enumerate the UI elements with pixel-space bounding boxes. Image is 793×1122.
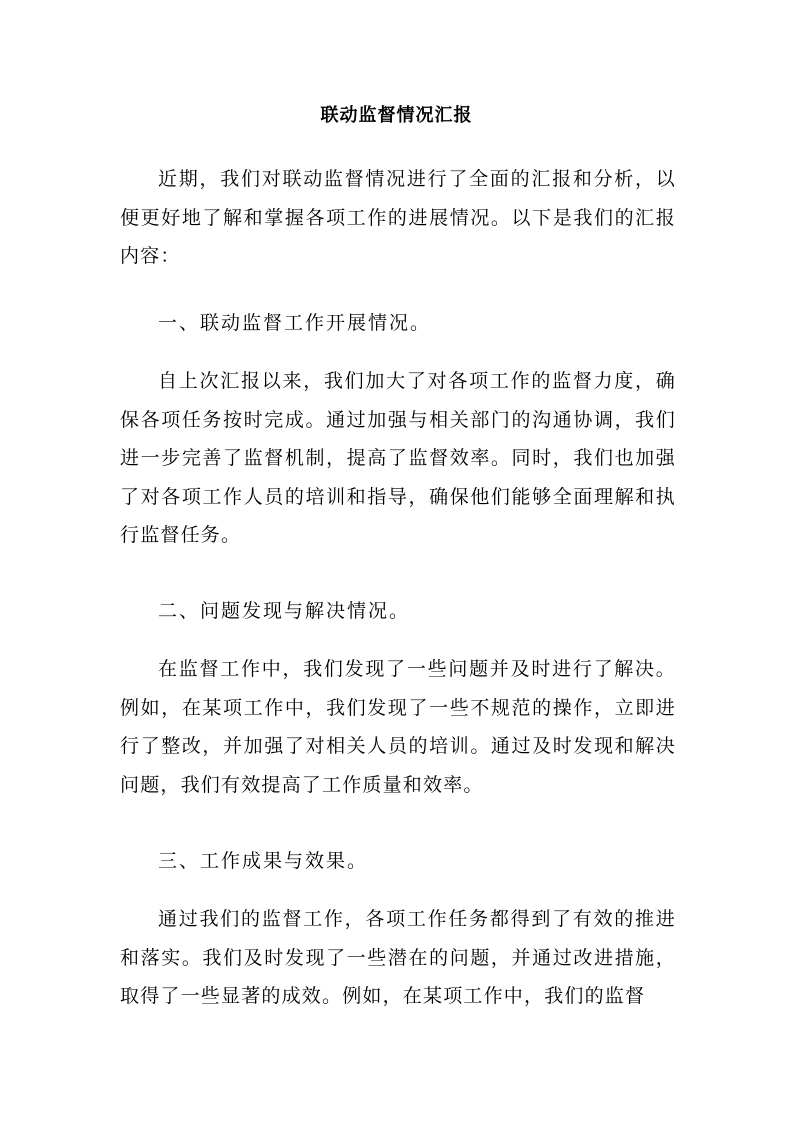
section-heading-2: 二、问题发现与解决情况。 xyxy=(158,600,411,622)
section-body-1: 自上次汇报以来，我们加大了对各项工作的监督力度，确保各项任务按时完成。通过加强与相关部门的沟通协调，我们进一步完善了监督机制，提高了监督效率。同时，我们也加强了对各项工作人员的培训和指导，确保他们能够全面理解和执行监督任务。 xyxy=(120,370,676,546)
intro-paragraph: 近期，我们对联动监督情况进行了全面的汇报和分析，以便更好地了解和掌握各项工作的进展情况。以下是我们的汇报内容： xyxy=(120,168,676,267)
section-heading-1: 一、联动监督工作开展情况。 xyxy=(158,312,432,334)
document-title: 联动监督情况汇报 xyxy=(320,105,473,126)
section-body-2: 在监督工作中，我们发现了一些问题并及时进行了解决。例如，在某项工作中，我们发现了一些不规范的操作，立即进行了整改，并加强了对相关人员的培训。通过及时发现和解决问题，我们有效提高了工作质量和效率。 xyxy=(120,658,676,796)
section-body-3: 通过我们的监督工作，各项工作任务都得到了有效的推进和落实。我们及时发现了一些潜在的问题，并通过改进措施，取得了一些显著的成效。例如，在某项工作中，我们的监督 xyxy=(120,908,676,1007)
section-heading-3: 三、工作成果与效果。 xyxy=(158,850,369,872)
